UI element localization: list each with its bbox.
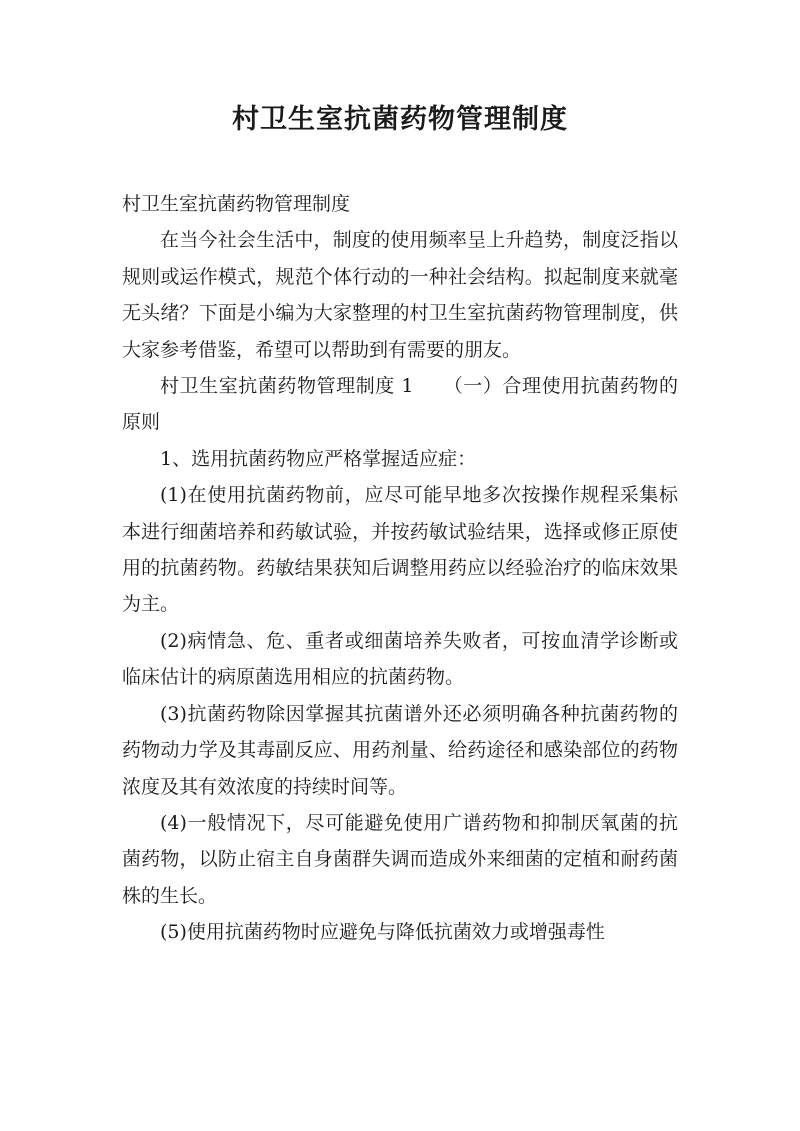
paragraph-section-heading: 村卫生室抗菌药物管理制度 1 （一）合理使用抗菌药物的原则	[122, 375, 678, 434]
paragraph-item-5: (5)使用抗菌药物时应避免与降低抗菌效力或增强毒性	[160, 921, 605, 944]
document-body	[122, 186, 678, 951]
paragraph-rule-1: 1、选用抗菌药物应严格掌握适应症：	[160, 447, 477, 470]
document-subtitle: 村卫生室抗菌药物管理制度	[122, 193, 351, 215]
paragraph-item-1: (1)在使用抗菌药物前，应尽可能早地多次按操作规程采集标本进行细菌培养和药敏试验，并按药敏试验结果，选择或修正原使用的抗菌药物。药敏结果获知后调整用药应以经验治疗的临床效果为主。	[122, 484, 678, 616]
paragraph-item-3: (3)抗菌药物除因掌握其抗菌谱外还必须明确各种抗菌药物的药物动力学及其毒副反应、用药剂量、给药途径和感染部位的药物浓度及其有效浓度的持续时间等。	[122, 702, 678, 798]
paragraph-intro: 在当今社会生活中，制度的使用频率呈上升趋势，制度泛指以规则或运作模式，规范个体行动的一种社会结构。拟起制度来就毫无头绪？下面是小编为大家整理的村卫生室抗菌药物管理制度，供大家参考借鉴，希望可以帮助到有需要的朋友。	[122, 229, 678, 361]
paragraph-item-2: (2)病情急、危、重者或细菌培养失败者，可按血清学诊断或临床估计的病原菌选用相应的抗菌药物。	[122, 629, 678, 689]
document-title: 村卫生室抗菌药物管理制度	[232, 104, 568, 135]
paragraph-item-4: (4)一般情况下，尽可能避免使用广谱药物和抑制厌氧菌的抗菌药物，以防止宿主自身菌群失调而造成外来细菌的定植和耐药菌株的生长。	[122, 811, 678, 907]
